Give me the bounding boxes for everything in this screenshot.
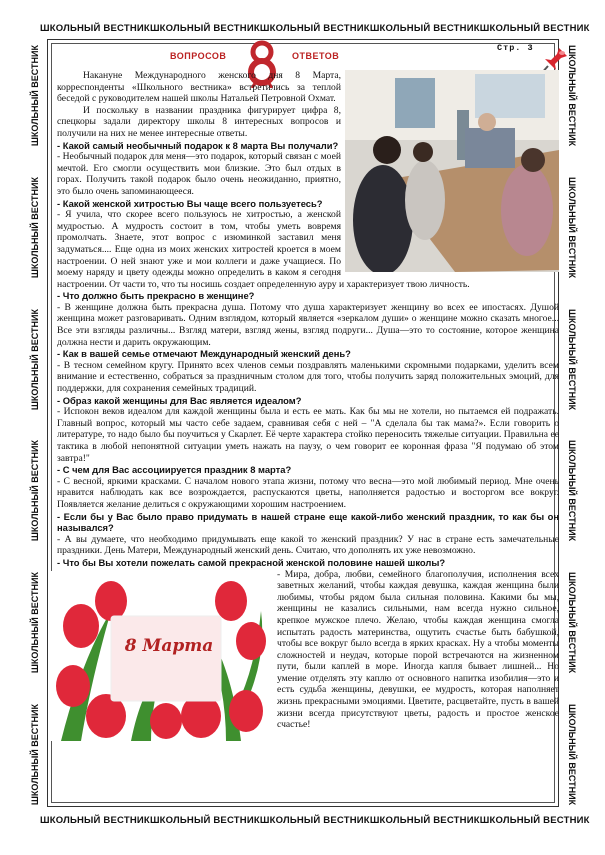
- intro-paragraph: Накануне Международного женского дня 8 Марта, корреспонденты «Школьного вестника» встретились за теплой беседой с руководителем нашей школы Натальей Петровной Охмат.: [57, 70, 341, 105]
- top-banner: [40, 23, 590, 34]
- banner-text: ШКОЛЬНЫЙ ВЕСТНИК: [149, 23, 260, 34]
- answer-8: - Мира, добра, любви, семейного благополучия, исполнения всех заветных желаний, чтобы каждая девушка, каждая женщина были любимы, чтобы рядом была сильная половина. Какими бы мы, женщины не казались сильными, нам всегда нужно сильное, крепкое мужское плечо. Желаю, чтобы каждая женщина смогла испытать радость материнства, ощутить счастье быть бабушкой, чтобы все вокруг было всегда в ярких красках. Ну а чтобы моменты сложностей и неудач, которые порой встречаются на жизненном пути, были каплей в море. Иногда капля бывает лишней... Но умение отделять эту каплю от основного напитка изобилия—это и есть судьба женщины, девушки, ее мудрость, которая наполняет жизнь прекрасными эмоциями. Цветите, расцветайте, пусть в вашей жизни всегда присутствуют цветы, радость и простое женское счастье!: [277, 568, 559, 731]
- banner-text: ШКОЛЬНЫЙ ВЕСТНИК: [149, 815, 260, 826]
- banner-text: ШКОЛЬНЫЙ ВЕСТНИК: [30, 440, 40, 542]
- answer-3: - В женщине должна быть прекрасна душа. Потому что душа характеризует женщину во всех ее ипостасях. Душой женщина может разговаривать. Одним взглядом, который является «зеркалом души» о женщине можно сказать многое... Все эти взгляды различны... Взгляд матери, взгляд жены, взгляд подруги... Душа—это то состояние, которое женщина должна нести и дарить окружающим.: [57, 301, 559, 348]
- banner-text: ШКОЛЬНЫЙ ВЕСТНИК: [40, 23, 150, 34]
- answer-5: - Испокон веков идеалом для каждой женщины была и есть ее мать. Как бы мы не хотели, но пытаемся ей подражать. Главный вопрос, который мы часто себе задаем, сравнивая себя с ней – "А сделала бы так мама?». Если говорить о литературе, то надо было бы поучиться у Скарлет. Её черте характера стойко переносить тяжелые ситуации. Правильна ее тактика в любой непонятной ситуации уметь нажать на паузу, о чем говорит ее коронная фраза "Я подумаю об этом завтра!": [57, 406, 559, 464]
- banner-text: ШКОЛЬНЫЙ ВЕСТНИК: [567, 45, 577, 147]
- question-5: - Образ какой женщины для Вас является идеалом?: [57, 394, 302, 406]
- question-6: - С чем для Вас ассоциируется праздник 8 марта?: [57, 464, 292, 476]
- answer-7: - А вы думаете, что необходимо придумывать еще какой то женский праздник? У нас в стране есть замечательные праздники. День Матери, Международный женский день. Считаю, что дополнять их уже невозможно.: [57, 533, 559, 557]
- banner-text: ШКОЛЬНЫЙ ВЕСТНИК: [40, 815, 150, 826]
- bottom-banner: [40, 815, 590, 826]
- banner-text: ШКОЛЬНЫЙ ВЕСТНИК: [30, 308, 40, 410]
- banner-text: ШКОЛЬНЫЙ ВЕСТНИК: [30, 703, 40, 805]
- banner-text: ШКОЛЬНЫЙ ВЕСТНИК: [567, 308, 577, 410]
- banner-text: ШКОЛЬНЫЙ ВЕСТНИК: [369, 815, 480, 826]
- banner-text: ШКОЛЬНЫЙ ВЕСТНИК: [30, 45, 40, 147]
- banner-text: ШКОЛЬНЫЙ ВЕСТНИК: [369, 23, 480, 34]
- banner-text: ШКОЛЬНЫЙ ВЕСТНИК: [30, 571, 40, 674]
- banner-text: ШКОЛЬНЫЙ ВЕСТНИК: [567, 440, 577, 542]
- right-banner: [565, 30, 579, 820]
- question-2: - Какой женской хитростью Вы чаще всего пользуетесь?: [57, 197, 323, 209]
- banner-text: ШКОЛЬНЫЙ ВЕСТНИК: [479, 815, 590, 826]
- question-1: - Какой самый необычный подарок к 8 марта Вы получали?: [57, 139, 339, 151]
- banner-text: ШКОЛЬНЫЙ ВЕСТНИК: [567, 571, 577, 674]
- question-4: - Как в вашей семье отмечают Международный женский день?: [57, 348, 351, 360]
- question-7: - Если бы у Вас было право придумать в нашей стране еще какой-либо женский праздник, то как бы он назывался?: [57, 510, 559, 534]
- banner-text: ШКОЛЬНЫЙ ВЕСТНИК: [567, 703, 577, 805]
- tulips-illustration: [51, 571, 271, 741]
- answer-1: - Необычный подарок для меня—это подарок, который связан с моей мечтой. Его смогли осуществить мои близкие. Это был отдых в горах. Получить такой подарок было очень неожиданно, приятно, это было очень запоминающееся.: [57, 151, 341, 197]
- page-number: Стр. 3: [497, 43, 534, 53]
- answer-2: - Я учила, что скорее всего пользуюсь не хитростью, а женской мудростью. А мудрость состоит в том, чтобы уметь вовремя промолчать. Знаете, этот вопрос с изюминкой заставил меня задуматься.... Еще одна из моих женских хитростей кроется в моем настроении. О ней знают уже и мои коллеги и даже учащиеся. По моему наряду и цвету одежды можно определить в каком я сегодня настроении. От части то, что ты носишь создает определенную ауру и характеризует твою личность.: [57, 209, 470, 290]
- intro-paragraph: И поскольку в названии праздника фигурирует цифра 8, спецкоры задали директору школы 8 интересных вопросов и получили на них не менее интересные ответы.: [57, 104, 341, 139]
- interview-photo: [345, 70, 559, 272]
- answer-6: - С весной, яркими красками. С началом нового этапа жизни, потому что весна—это мой любимый период. Мне очень нравится наблюдать как все возрождается, распускаются цветы, наполняется радостью и восторгом все вокруг. Появляется желание делиться с окружающими хорошим настроением.: [57, 475, 559, 510]
- banner-text: ШКОЛЬНЫЙ ВЕСТНИК: [30, 176, 40, 279]
- question-3: - Что должно быть прекрасно в женщине?: [57, 290, 255, 302]
- banner-text: ШКОЛЬНЫЙ ВЕСТНИК: [479, 23, 590, 34]
- header-title-left: ВОПРОСОВ: [170, 51, 227, 61]
- header-title-right: ОТВЕТОВ: [292, 51, 340, 61]
- flowers-caption: 8 Марта: [124, 635, 214, 656]
- question-8: - Что бы Вы хотели пожелать самой прекрасной женской половине нашей школы?: [57, 556, 446, 568]
- banner-text: ШКОЛЬНЫЙ ВЕСТНИК: [259, 815, 370, 826]
- left-banner: [28, 30, 42, 820]
- banner-text: ШКОЛЬНЫЙ ВЕСТНИК: [567, 176, 577, 279]
- answer-4: - В тесном семейном кругу. Принято всех членов семьи поздравлять маленькими скромными подарками, уделить всем внимание и естественно, собраться за праздничным столом для того, чтобы получить заряд положительных эмоций, для поддержки, для сохранения семейных традиций.: [57, 359, 559, 395]
- banner-text: ШКОЛЬНЫЙ ВЕСТНИК: [259, 23, 370, 34]
- tulips-icon: [51, 571, 271, 741]
- article-body: [57, 70, 559, 741]
